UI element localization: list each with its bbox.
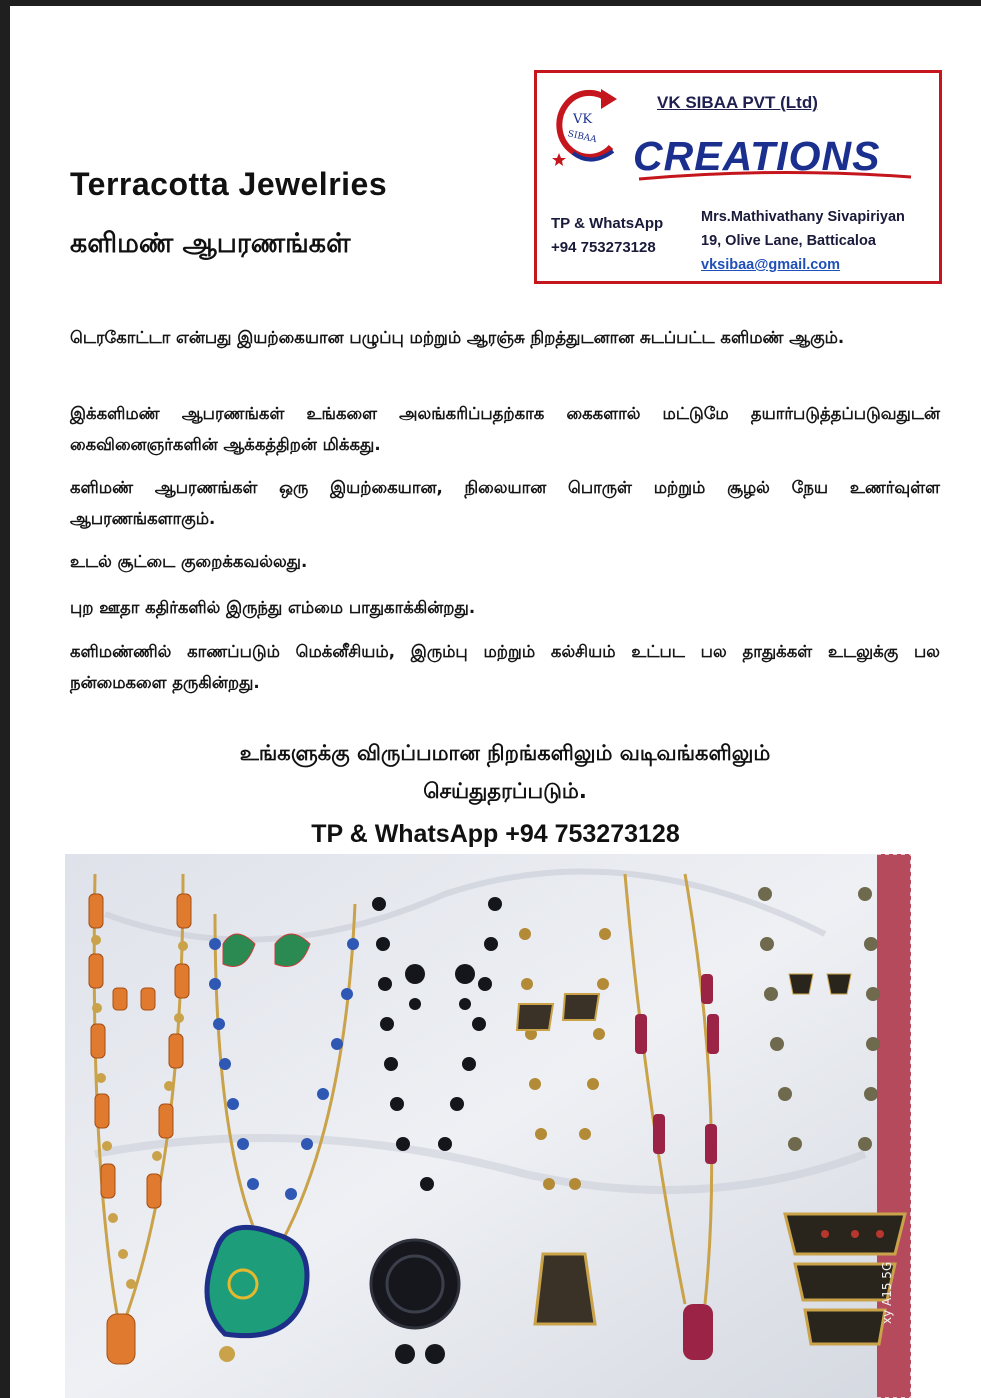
title-english: Terracotta Jewelries xyxy=(70,166,388,202)
flyer-page xyxy=(10,6,981,1398)
brand-name: CREATIONS xyxy=(633,133,881,179)
offer-line-2: செய்துதரப்படும். xyxy=(423,779,587,803)
contact-whatsapp-line: TP & WhatsApp +94 753273128 xyxy=(311,820,680,848)
offer-line-1: உங்களுக்கு விருப்பமான நிறங்களிலும் வடிவங்களிலும் xyxy=(239,741,771,765)
paragraph-body-heat: உடல் சூட்டை குறைக்கவல்லது. xyxy=(70,552,308,571)
paragraph-eco-friendly: களிமண் ஆபரணங்கள் ஒரு இயற்கையான, நிலையான பொருள் மற்றும் சூழல் நேய உணர்வுள்ள ஆபரணங்களாகும். xyxy=(70,478,940,528)
logo-mark-text-top: VK xyxy=(573,112,593,127)
paragraph-terracotta-definition: டெரகோட்டா என்பது இயற்கையான பழுப்பு மற்றும் ஆரஞ்சு நிறத்துடனான சுடப்பட்ட களிமண் ஆகும். xyxy=(70,328,845,347)
photo-watermark: xy A15 5G xyxy=(880,1261,894,1324)
brand-swoosh xyxy=(635,163,915,185)
paragraph-minerals: களிமண்ணில் காணப்படும் மெக்னீசியம், இரும்பு மற்றும் கல்சியம் உட்பட பல தாதுக்கள் உடலுக்கு பல நன்மைகளை தருகின்றது. xyxy=(70,642,940,692)
logo-phone-label: TP & WhatsApp xyxy=(551,215,664,232)
paragraph-uv-protection: புற ஊதா கதிர்களில் இருந்து எம்மை பாதுகாக்கின்றது. xyxy=(70,598,476,617)
company-logo-box xyxy=(534,70,942,284)
vk-sibaa-logo-mark xyxy=(551,81,623,169)
logo-address-block xyxy=(701,205,905,277)
jewelry-photo xyxy=(65,854,911,1398)
logo-phone-number: +94 753273128 xyxy=(551,239,656,256)
custom-order-offer xyxy=(70,734,940,810)
company-name: VK SIBAA PVT (Ltd) xyxy=(657,93,818,112)
paragraph-handmade: இக்களிமண் ஆபரணங்கள் உங்களை அலங்கரிப்பதற்காக கைகளால் மட்டுமே தயார்படுத்தப்படுவதுடன் கைவினைஞர்களின் ஆக்கத்திறன் மிக்கது. xyxy=(70,404,940,454)
title-tamil: களிமண் ஆபரணங்கள் xyxy=(70,228,351,259)
email-link[interactable]: vksibaa@gmail.com xyxy=(701,257,841,273)
contact-name: Mrs.Mathivathany Sivapiriyan xyxy=(701,209,905,225)
logo-mark-text-bottom: SIBAA xyxy=(566,129,598,146)
address: 19, Olive Lane, Batticaloa xyxy=(701,233,876,249)
